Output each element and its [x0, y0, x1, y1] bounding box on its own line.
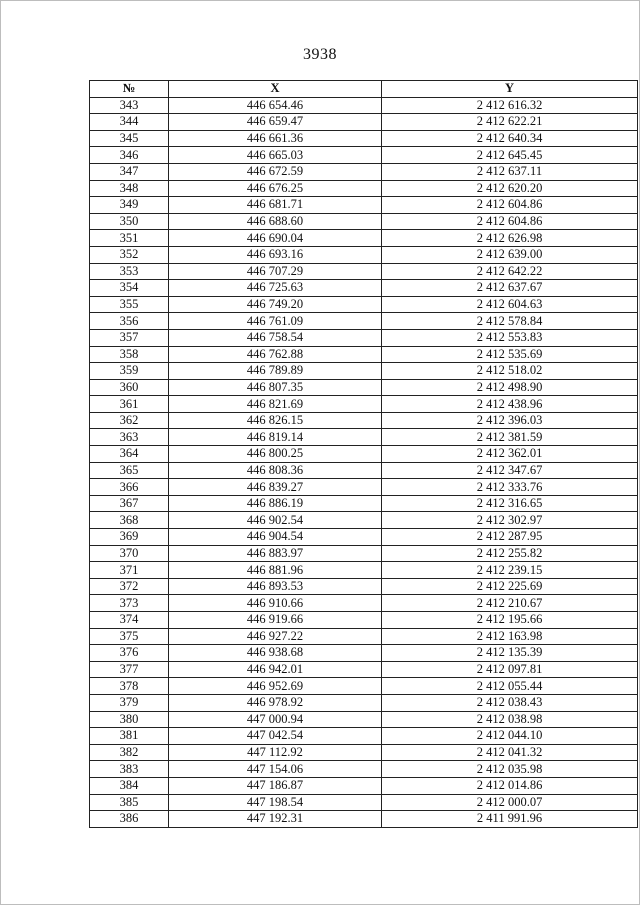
cell-y: 2 412 035.98 [382, 761, 638, 778]
table-row [90, 744, 638, 761]
cell-number: 376 [90, 645, 169, 662]
table-body [90, 97, 638, 827]
cell-number: 372 [90, 578, 169, 595]
cell-number: 384 [90, 777, 169, 794]
cell-y: 2 412 362.01 [382, 446, 638, 463]
cell-number: 358 [90, 346, 169, 363]
cell-y: 2 412 381.59 [382, 429, 638, 446]
cell-x: 446 808.36 [169, 462, 382, 479]
cell-x: 446 883.97 [169, 545, 382, 562]
cell-x: 446 681.71 [169, 197, 382, 214]
table-row [90, 777, 638, 794]
header-number: № [90, 81, 169, 98]
table-row [90, 661, 638, 678]
cell-y: 2 412 316.65 [382, 495, 638, 512]
cell-y: 2 412 000.07 [382, 794, 638, 811]
cell-x: 446 693.16 [169, 246, 382, 263]
cell-x: 446 927.22 [169, 628, 382, 645]
table-row [90, 379, 638, 396]
cell-y: 2 412 604.86 [382, 213, 638, 230]
cell-x: 447 112.92 [169, 744, 382, 761]
cell-y: 2 412 287.95 [382, 529, 638, 546]
cell-number: 368 [90, 512, 169, 529]
cell-y: 2 412 620.20 [382, 180, 638, 197]
cell-y: 2 412 044.10 [382, 728, 638, 745]
cell-number: 386 [90, 811, 169, 828]
cell-x: 447 000.94 [169, 711, 382, 728]
table-row [90, 562, 638, 579]
table-row [90, 412, 638, 429]
cell-x: 446 910.66 [169, 595, 382, 612]
cell-y: 2 411 991.96 [382, 811, 638, 828]
cell-x: 446 749.20 [169, 296, 382, 313]
cell-y: 2 412 622.21 [382, 114, 638, 131]
table-row [90, 346, 638, 363]
cell-y: 2 412 014.86 [382, 777, 638, 794]
cell-y: 2 412 553.83 [382, 329, 638, 346]
table-row [90, 728, 638, 745]
cell-number: 344 [90, 114, 169, 131]
table-row [90, 396, 638, 413]
cell-y: 2 412 041.32 [382, 744, 638, 761]
cell-y: 2 412 578.84 [382, 313, 638, 330]
table-row [90, 512, 638, 529]
cell-number: 367 [90, 495, 169, 512]
table-row [90, 678, 638, 695]
cell-y: 2 412 038.98 [382, 711, 638, 728]
cell-x: 446 881.96 [169, 562, 382, 579]
cell-y: 2 412 639.00 [382, 246, 638, 263]
cell-y: 2 412 438.96 [382, 396, 638, 413]
cell-x: 446 672.59 [169, 163, 382, 180]
cell-x: 446 886.19 [169, 495, 382, 512]
cell-number: 347 [90, 163, 169, 180]
cell-number: 359 [90, 363, 169, 380]
cell-x: 446 665.03 [169, 147, 382, 164]
table-row [90, 794, 638, 811]
table-row [90, 694, 638, 711]
cell-x: 446 654.46 [169, 97, 382, 114]
cell-y: 2 412 302.97 [382, 512, 638, 529]
cell-x: 446 839.27 [169, 479, 382, 496]
cell-y: 2 412 195.66 [382, 612, 638, 629]
cell-x: 446 938.68 [169, 645, 382, 662]
cell-x: 446 807.35 [169, 379, 382, 396]
table-row [90, 628, 638, 645]
cell-number: 351 [90, 230, 169, 247]
cell-number: 375 [90, 628, 169, 645]
cell-x: 447 186.87 [169, 777, 382, 794]
cell-number: 348 [90, 180, 169, 197]
cell-x: 446 676.25 [169, 180, 382, 197]
cell-x: 446 952.69 [169, 678, 382, 695]
cell-x: 446 800.25 [169, 446, 382, 463]
table-row [90, 529, 638, 546]
table-row [90, 230, 638, 247]
cell-y: 2 412 135.39 [382, 645, 638, 662]
table-header-row [90, 81, 638, 98]
table-row [90, 163, 638, 180]
cell-x: 446 902.54 [169, 512, 382, 529]
cell-y: 2 412 038.43 [382, 694, 638, 711]
cell-number: 379 [90, 694, 169, 711]
cell-y: 2 412 518.02 [382, 363, 638, 380]
table-row [90, 612, 638, 629]
cell-y: 2 412 637.11 [382, 163, 638, 180]
table-row [90, 114, 638, 131]
table-row [90, 280, 638, 297]
cell-number: 362 [90, 412, 169, 429]
cell-x: 446 688.60 [169, 213, 382, 230]
table-row [90, 97, 638, 114]
header-x: X [169, 81, 382, 98]
cell-y: 2 412 210.67 [382, 595, 638, 612]
cell-number: 349 [90, 197, 169, 214]
cell-number: 361 [90, 396, 169, 413]
cell-number: 355 [90, 296, 169, 313]
coordinates-table [89, 80, 638, 828]
cell-number: 366 [90, 479, 169, 496]
page-number: 3938 [303, 46, 337, 63]
table-row [90, 429, 638, 446]
cell-number: 365 [90, 462, 169, 479]
cell-x: 446 821.69 [169, 396, 382, 413]
cell-number: 381 [90, 728, 169, 745]
cell-x: 446 758.54 [169, 329, 382, 346]
cell-y: 2 412 642.22 [382, 263, 638, 280]
cell-x: 446 904.54 [169, 529, 382, 546]
cell-number: 345 [90, 130, 169, 147]
cell-number: 343 [90, 97, 169, 114]
cell-number: 346 [90, 147, 169, 164]
table-row [90, 446, 638, 463]
cell-y: 2 412 239.15 [382, 562, 638, 579]
cell-y: 2 412 396.03 [382, 412, 638, 429]
table-row [90, 578, 638, 595]
table-row [90, 213, 638, 230]
cell-number: 382 [90, 744, 169, 761]
cell-x: 446 659.47 [169, 114, 382, 131]
cell-x: 446 690.04 [169, 230, 382, 247]
header-y: Y [382, 81, 638, 98]
cell-number: 352 [90, 246, 169, 263]
cell-x: 447 042.54 [169, 728, 382, 745]
cell-number: 369 [90, 529, 169, 546]
table-row [90, 313, 638, 330]
cell-x: 446 893.53 [169, 578, 382, 595]
table-row [90, 495, 638, 512]
cell-y: 2 412 645.45 [382, 147, 638, 164]
cell-number: 374 [90, 612, 169, 629]
cell-number: 371 [90, 562, 169, 579]
cell-number: 385 [90, 794, 169, 811]
table-row [90, 761, 638, 778]
cell-number: 354 [90, 280, 169, 297]
table-row [90, 197, 638, 214]
table-row [90, 595, 638, 612]
cell-y: 2 412 097.81 [382, 661, 638, 678]
cell-y: 2 412 626.98 [382, 230, 638, 247]
cell-x: 447 192.31 [169, 811, 382, 828]
cell-x: 447 154.06 [169, 761, 382, 778]
cell-x: 446 725.63 [169, 280, 382, 297]
cell-y: 2 412 604.63 [382, 296, 638, 313]
cell-y: 2 412 225.69 [382, 578, 638, 595]
cell-y: 2 412 640.34 [382, 130, 638, 147]
cell-y: 2 412 604.86 [382, 197, 638, 214]
cell-y: 2 412 347.67 [382, 462, 638, 479]
cell-y: 2 412 055.44 [382, 678, 638, 695]
table-row [90, 645, 638, 662]
table-row [90, 180, 638, 197]
table-row [90, 246, 638, 263]
table-row [90, 462, 638, 479]
cell-number: 363 [90, 429, 169, 446]
cell-x: 447 198.54 [169, 794, 382, 811]
cell-number: 370 [90, 545, 169, 562]
table-row [90, 329, 638, 346]
cell-x: 446 661.36 [169, 130, 382, 147]
cell-number: 350 [90, 213, 169, 230]
cell-number: 378 [90, 678, 169, 695]
cell-number: 373 [90, 595, 169, 612]
cell-y: 2 412 535.69 [382, 346, 638, 363]
cell-x: 446 762.88 [169, 346, 382, 363]
table-row [90, 363, 638, 380]
table-row [90, 130, 638, 147]
cell-x: 446 819.14 [169, 429, 382, 446]
cell-number: 357 [90, 329, 169, 346]
cell-x: 446 978.92 [169, 694, 382, 711]
cell-number: 377 [90, 661, 169, 678]
table-row [90, 711, 638, 728]
cell-x: 446 789.89 [169, 363, 382, 380]
table-row [90, 296, 638, 313]
table-row [90, 479, 638, 496]
table-row [90, 545, 638, 562]
cell-number: 380 [90, 711, 169, 728]
cell-y: 2 412 163.98 [382, 628, 638, 645]
cell-y: 2 412 616.32 [382, 97, 638, 114]
cell-number: 383 [90, 761, 169, 778]
cell-number: 360 [90, 379, 169, 396]
table-row [90, 147, 638, 164]
table-row [90, 811, 638, 828]
cell-number: 353 [90, 263, 169, 280]
cell-number: 356 [90, 313, 169, 330]
cell-x: 446 707.29 [169, 263, 382, 280]
cell-y: 2 412 498.90 [382, 379, 638, 396]
cell-y: 2 412 333.76 [382, 479, 638, 496]
cell-x: 446 826.15 [169, 412, 382, 429]
cell-y: 2 412 637.67 [382, 280, 638, 297]
cell-number: 364 [90, 446, 169, 463]
cell-x: 446 761.09 [169, 313, 382, 330]
cell-y: 2 412 255.82 [382, 545, 638, 562]
cell-x: 446 919.66 [169, 612, 382, 629]
table-row [90, 263, 638, 280]
cell-x: 446 942.01 [169, 661, 382, 678]
